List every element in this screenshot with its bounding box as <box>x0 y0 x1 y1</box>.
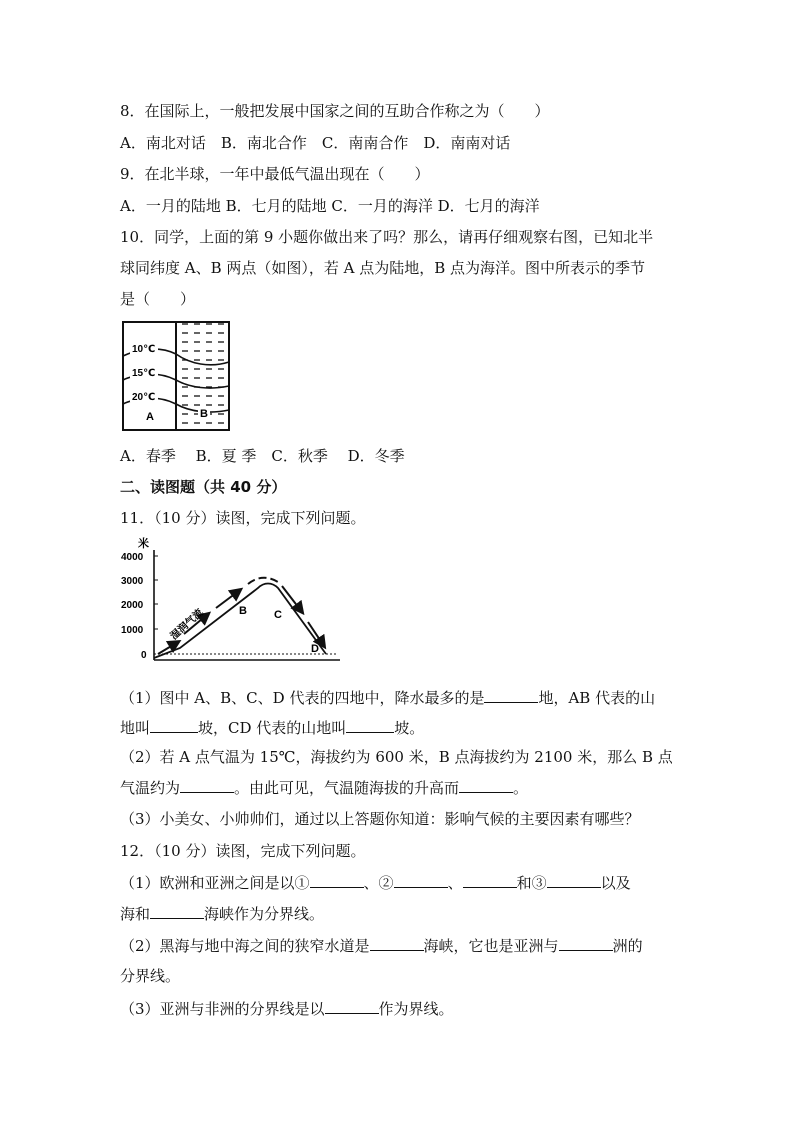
q11-stem: 11．（10 分）读图，完成下列问题。 <box>120 509 366 527</box>
q11-p3: （3）小美女、小帅帅们，通过以上答题你知道：影响气候的主要因素有哪些？ <box>120 810 640 828</box>
point-c-label: C <box>274 609 282 621</box>
point-a-label: A <box>146 411 154 423</box>
isotherm-label-20: 20℃ <box>132 392 156 403</box>
q10-line2: 球同纬度 A、B 两点（如图），若 A 点为陆地，B 点为海洋。图中所表示的季节 <box>120 259 646 277</box>
q11-p1-line2: 地叫 坡，CD 代表的山地叫 坡。 <box>120 716 424 739</box>
point-b-label: B <box>200 408 208 420</box>
answer-blank[interactable] <box>325 997 379 1014</box>
isotherm-label-10: 10℃ <box>132 344 156 355</box>
section-2-heading: 二、读图题（共 40 分） <box>120 478 287 496</box>
q9-options: A．一月的陆地 B．七月的陆地 C．一月的海洋 D．七月的海洋 <box>120 197 540 215</box>
answer-blank[interactable] <box>370 934 424 951</box>
airflow-dash-4 <box>248 578 278 584</box>
q8-stem: 8．在国际上，一般把发展中国家之间的互助合作称之为（ ） <box>120 102 550 120</box>
isotherm-label-15: 15℃ <box>132 368 156 379</box>
q12-p3: （3）亚洲与非洲的分界线是以 作为界线。 <box>120 997 454 1020</box>
mountain-profile <box>154 584 326 659</box>
q11-mountain-figure <box>118 536 348 672</box>
answer-blank[interactable] <box>463 871 517 888</box>
y-tick-3000: 3000 <box>121 576 144 587</box>
q12-stem: 12．（10 分）读图，完成下列问题。 <box>120 842 366 860</box>
answer-blank[interactable] <box>150 902 204 919</box>
answer-blank[interactable] <box>310 871 364 888</box>
answer-blank[interactable] <box>346 716 394 733</box>
q10-line1: 10．同学，上面的第 9 小题你做出来了吗？那么，请再仔细观察右图，已知北半 <box>120 228 654 246</box>
airflow-label: 湿润气流 <box>168 607 206 643</box>
answer-blank[interactable] <box>150 716 198 733</box>
y-tick-2000: 2000 <box>121 600 144 611</box>
answer-blank[interactable] <box>394 871 448 888</box>
q9-stem: 9．在北半球，一年中最低气温出现在（ ） <box>120 165 430 183</box>
y-tick-4000: 4000 <box>121 552 144 563</box>
point-d-label: D <box>311 643 319 655</box>
q10-isotherm-figure <box>120 320 232 432</box>
q12-p2-line1: （2）黑海与地中海之间的狭窄水道是 海峡，它也是亚洲与 洲的 <box>120 934 643 957</box>
point-b-label: B <box>239 605 247 617</box>
answer-blank[interactable] <box>484 686 538 703</box>
q10-options: A．春季 B．夏 季 C．秋季 D．冬季 <box>120 447 405 465</box>
q11-p2-line2: 气温约为 。由此可见，气温随海拔的升高而 。 <box>120 776 528 799</box>
q12-p2-line2: 分界线。 <box>120 967 181 985</box>
q11-p2-line1: （2）若 A 点气温为 15℃，海拔约为 600 米，B 点海拔约为 2100 米，那么 B 点 <box>120 748 673 766</box>
y-tick-1000: 1000 <box>121 625 144 636</box>
answer-blank[interactable] <box>547 871 601 888</box>
q11-p1-line1: （1）图中 A、B、C、D 代表的四地中，降水最多的是 地，AB 代表的山 <box>120 686 655 709</box>
y-tick-0: 0 <box>141 650 147 661</box>
y-axis-unit: 米 <box>138 538 149 550</box>
q12-p1-line2: 海和 海峡作为分界线。 <box>120 902 324 925</box>
q12-p1-line1: （1）欧洲和亚洲之间是以① 、② 、 和③ 以及 <box>120 871 631 894</box>
answer-blank[interactable] <box>459 776 513 793</box>
q10-line3: 是（ ） <box>120 290 196 308</box>
answer-blank[interactable] <box>180 776 234 793</box>
q8-options: A．南北对话 B．南北合作 C．南南合作 D．南南对话 <box>120 134 511 152</box>
answer-blank[interactable] <box>559 934 613 951</box>
